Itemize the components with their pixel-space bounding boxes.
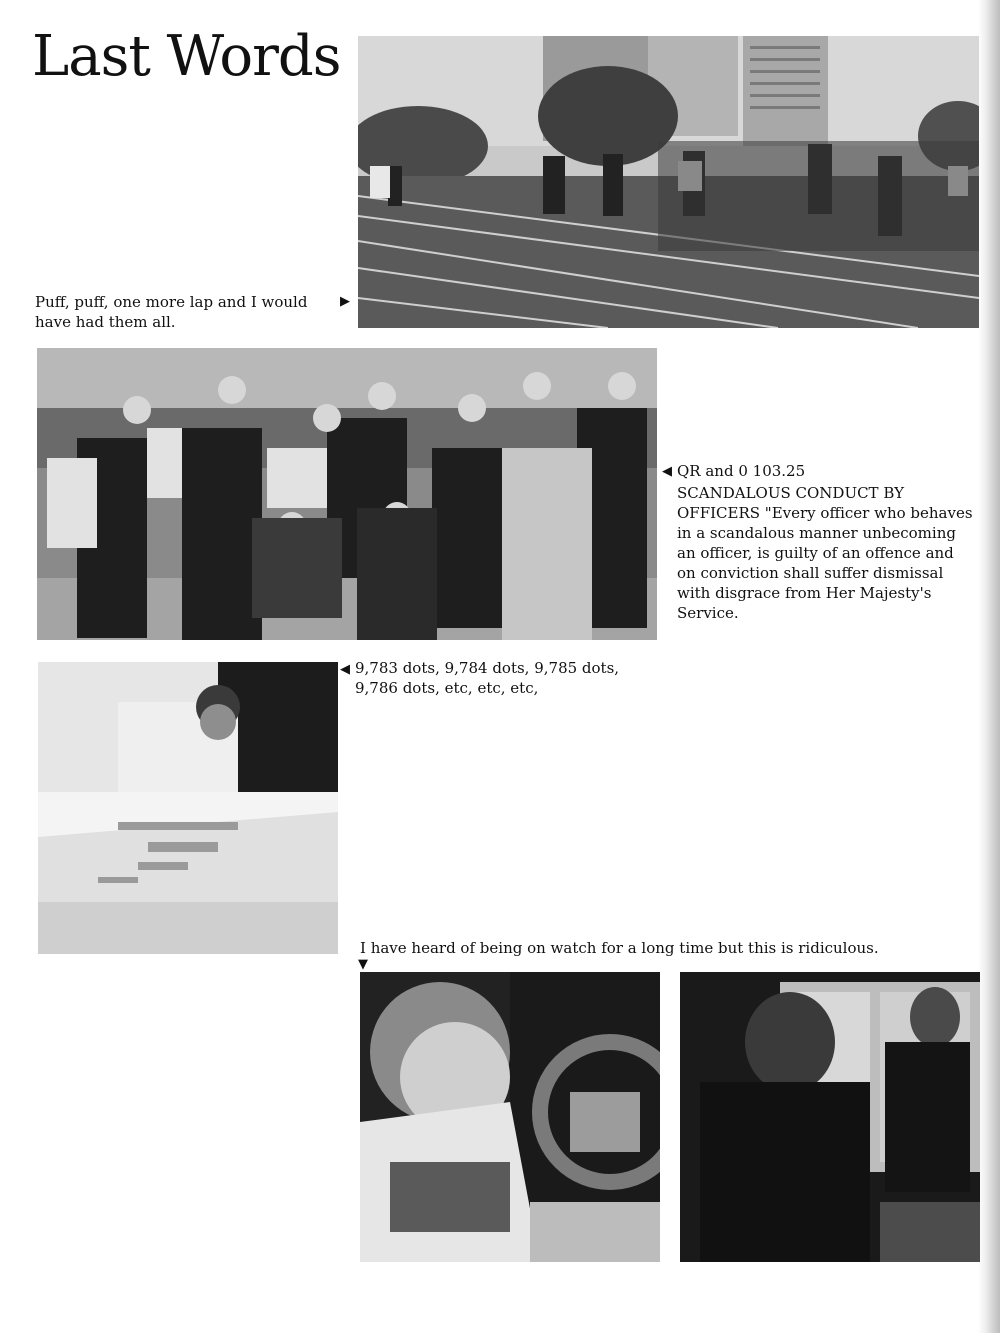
- triangle-down-icon: ▼: [358, 957, 368, 972]
- watch-caption: I have heard of being on watch for a long time but this is ridiculous.: [360, 939, 879, 957]
- officers-on-bridge-photo: [680, 972, 980, 1262]
- cake-caption: 9,783 dots, 9,784 dots, 9,785 dots, 9,786 dots, etc, etc, etc,: [355, 659, 620, 697]
- costume-group-photo: [37, 348, 657, 640]
- track-race-photo: [358, 36, 979, 328]
- cake-decorating-photo: [38, 662, 338, 954]
- triangle-left-icon: ◀: [662, 464, 672, 479]
- triangle-right-icon: ▶: [340, 294, 350, 309]
- costume-caption-ref: QR and 0 103.25: [677, 462, 806, 480]
- page-title: Last Words: [32, 24, 341, 89]
- triangle-left-icon: ◀: [340, 662, 350, 677]
- child-at-wheel-photo: [360, 972, 660, 1262]
- page-edge: [978, 0, 1000, 1333]
- costume-caption-body: SCANDALOUS CONDUCT BY OFFICERS "Every officer who behaves in a scandalous manner unbecoming an officer, is guilty of an offence and on conviction shall suffer dismissal with disgrace from Her Majesty's Service.: [677, 484, 973, 622]
- track-caption: Puff, puff, one more lap and I would have had them all.: [35, 293, 308, 331]
